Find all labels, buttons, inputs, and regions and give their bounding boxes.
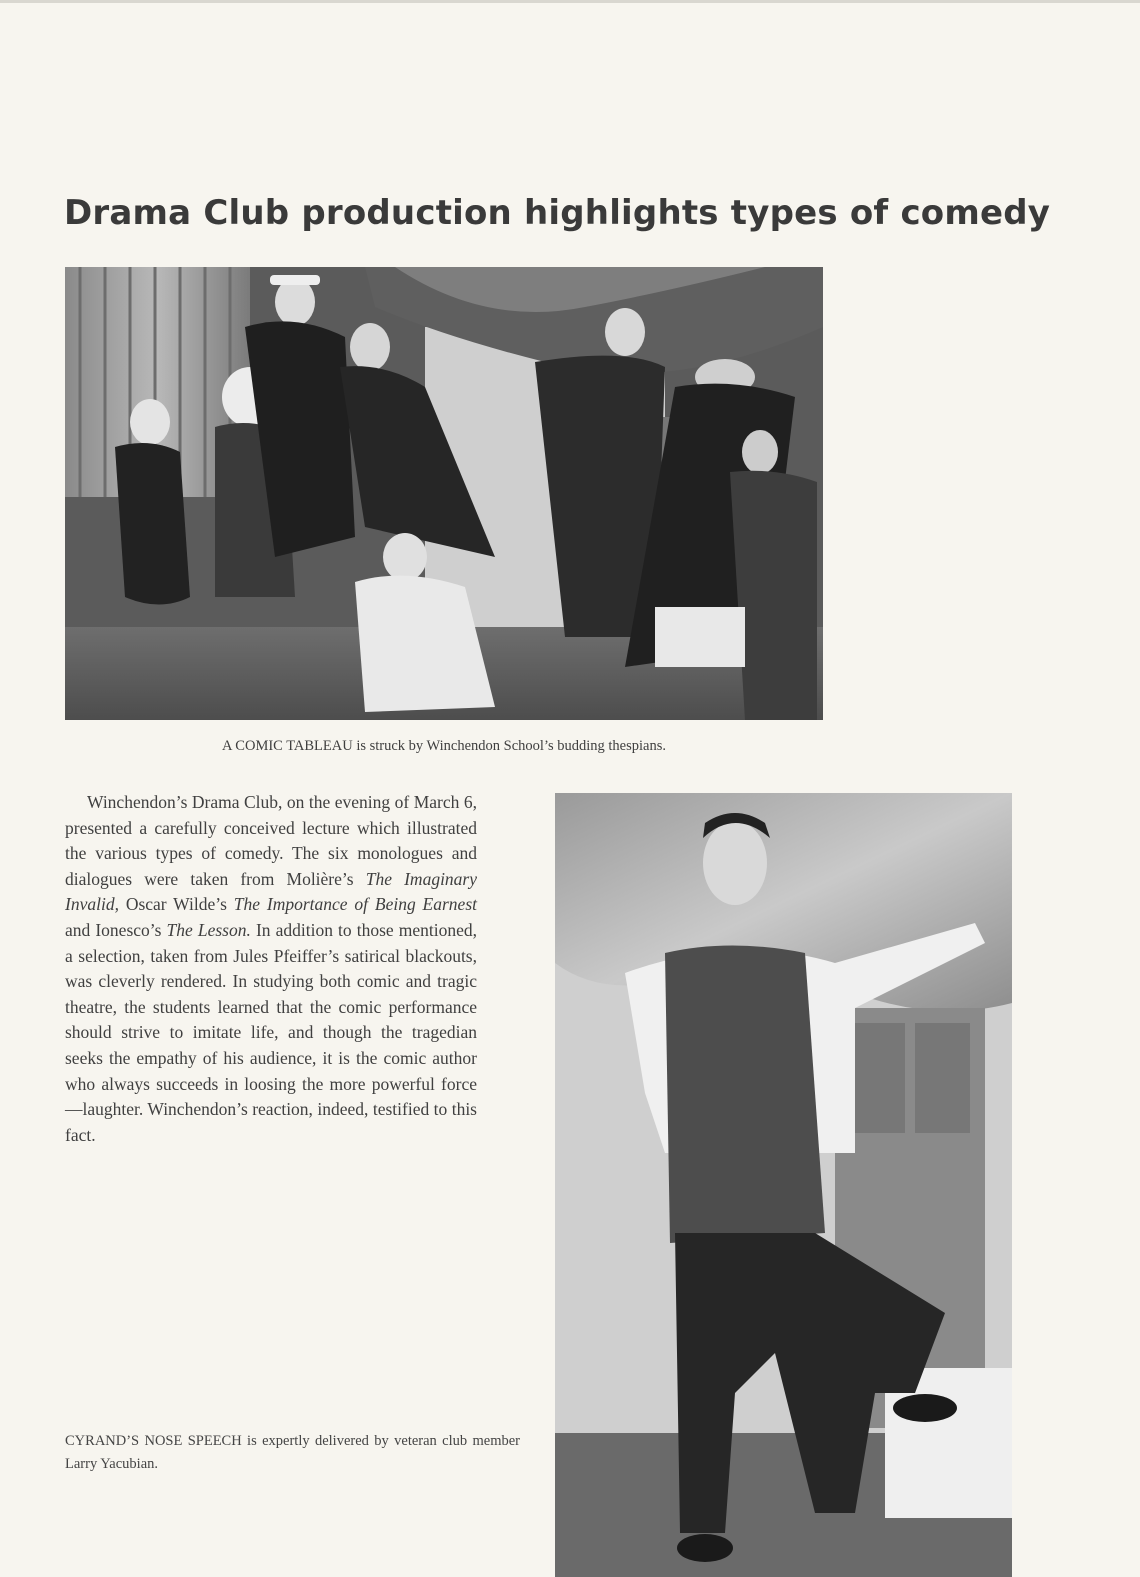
comic-tableau-photo	[65, 267, 823, 720]
nose-speech-photo-drawing	[555, 793, 1012, 1577]
play-title-the-lesson: The Lesson.	[166, 919, 251, 940]
nose-speech-photo	[555, 793, 1012, 1577]
play-title-importance-of-being-earnest: The Importance of Being Earnest	[233, 894, 477, 915]
body-text-4: In addition to those mentioned, a selection, taken from Jules Pfeiffer’s satirical blackouts, was cleverly rendered. In studying both comic and tragic theatre, the students learned that the comic performance should strive to imitate life, and though the tragedian seeks the empathy of his audience, it is the comic author who always succeeds in loosing the more powerful force—laughter. Winchendon’s reaction, indeed, testified to this fact.	[65, 919, 477, 1145]
comic-tableau-photo-drawing	[65, 267, 823, 720]
body-text-1: Winchendon’s Drama Club, on the evening of March 6, presented a carefully conceived lecture which illustrated the various types of comedy. The six monologues and dialogues were taken from Molière’s	[65, 792, 477, 889]
main-photo-caption: A COMIC TABLEAU is struck by Winchendon School’s budding thespians.	[222, 738, 666, 754]
side-photo-caption: CYRAND’S NOSE SPEECH is expertly delivered by veteran club member Larry Yacubian.	[65, 1433, 520, 1472]
top-edge-rule	[0, 0, 1140, 3]
body-text-2: Oscar Wilde’s	[118, 894, 234, 915]
page-headline: Drama Club production highlights types of comedy	[64, 193, 1051, 233]
article-body	[65, 790, 477, 1148]
body-text-3: and Ionesco’s	[65, 919, 167, 940]
play-title-imaginary-invalid: The Imaginary Invalid,	[65, 868, 478, 915]
